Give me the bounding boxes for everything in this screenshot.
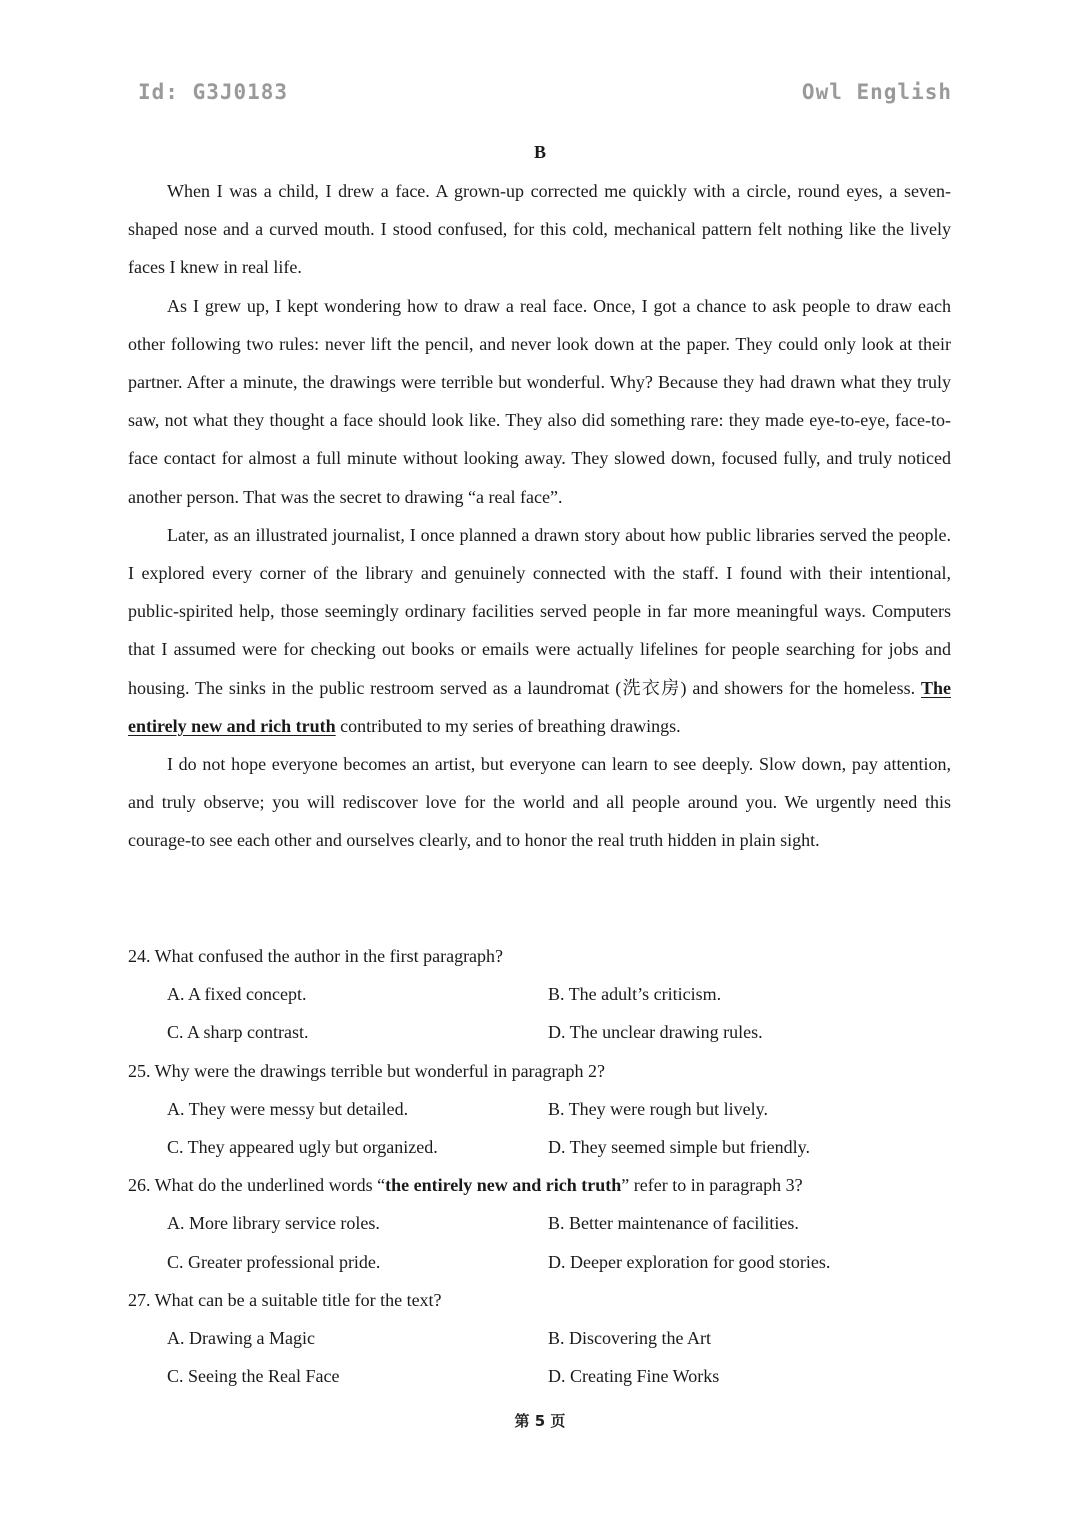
paragraph-3: [128, 516, 951, 745]
option-d: D. Creating Fine Works: [548, 1366, 720, 1387]
option-grid: [128, 1319, 951, 1395]
question-stem-bold-phrase: the entirely new and rich truth: [385, 1175, 622, 1196]
question-stem: 25. Why were the drawings terrible but wonderful in paragraph 2?: [128, 1060, 606, 1081]
question-25: [128, 1052, 951, 1167]
option-d: D. They seemed simple but friendly.: [548, 1137, 810, 1158]
option-a: A. More library service roles.: [167, 1213, 380, 1234]
exam-id-label: Id: G3J0183: [138, 80, 289, 104]
brand-label: Owl English: [801, 80, 952, 104]
page-number: 第 5 页: [514, 1412, 566, 1430]
option-c: C. They appeared ugly but organized.: [167, 1137, 438, 1158]
option-c: C. Greater professional pride.: [167, 1251, 381, 1272]
paragraph-3-text-before: Later, as an illustrated journalist, I once planned a drawn story about how public libraries served the people. I explored every corner of the library and genuinely connected with the staff. I found with their intentional, public-spirited help, those seemingly ordinary facilities served people in far more meaningful ways. Computers that I assumed were for checking out books or emails were actually lifelines for people searching for jobs and housing. The sinks in the public restroom served as a laundromat (洗衣房) and showers for the homeless.: [128, 524, 951, 698]
question-list: [128, 937, 951, 1395]
option-b: B. The adult’s criticism.: [548, 984, 722, 1005]
reading-passage: [128, 172, 951, 860]
paragraph-1: When I was a child, I drew a face. A grown-up corrected me quickly with a circle, round eyes, a seven-shaped nose and a curved mouth. I stood confused, for this cold, mechanical pattern felt nothing like the lively faces I knew in real life.: [128, 181, 951, 278]
option-a: A. Drawing a Magic: [167, 1328, 315, 1349]
paragraph-3-text-after: contributed to my series of breathing drawings.: [335, 715, 681, 736]
option-c: C. A sharp contrast.: [167, 1022, 309, 1043]
section-heading: B: [533, 142, 546, 162]
option-b: B. Discovering the Art: [548, 1328, 711, 1349]
option-grid: [128, 1204, 951, 1280]
option-grid: [128, 1090, 951, 1166]
question-stem: 27. What can be a suitable title for the text?: [128, 1289, 442, 1310]
option-c: C. Seeing the Real Face: [167, 1366, 340, 1387]
option-a: A. They were messy but detailed.: [167, 1098, 409, 1119]
paragraph-2: As I grew up, I kept wondering how to draw a real face. Once, I got a chance to ask people to draw each other following two rules: never lift the pencil, and never look down at the paper. They could only look at their partner. After a minute, the drawings were terrible but wonderful. Why? Because they had drawn what they truly saw, not what they thought a face should look like. They also did something rare: they made eye-to-eye, face-to-face contact for almost a full minute without looking away. They slowed down, focused fully, and truly noticed another person. That was the secret to drawing “a real face”.: [128, 295, 951, 507]
paragraph-4: I do not hope everyone becomes an artist, but everyone can learn to see deeply. Slow down, pay attention, and truly observe; you will rediscover love for the world and all people around you. We urgently need this courage-to see each other and ourselves clearly, and to honor the real truth hidden in plain sight.: [128, 754, 951, 851]
question-stem-after: ” refer to in paragraph 3?: [621, 1175, 803, 1196]
option-d: D. The unclear drawing rules.: [548, 1022, 763, 1043]
question-27: [128, 1281, 951, 1396]
option-a: A. A fixed concept.: [167, 984, 307, 1005]
underlined-phrase: The entirely new and rich truth: [128, 677, 951, 736]
question-24: [128, 937, 951, 1052]
option-b: B. They were rough but lively.: [548, 1098, 768, 1119]
question-stem-before: 26. What do the underlined words “: [128, 1175, 386, 1196]
question-26: [128, 1166, 951, 1281]
option-grid: [128, 975, 951, 1051]
option-b: B. Better maintenance of facilities.: [548, 1213, 799, 1234]
question-stem: [128, 1166, 951, 1204]
question-stem: 24. What confused the author in the first paragraph?: [128, 946, 504, 966]
option-d: D. Deeper exploration for good stories.: [548, 1251, 831, 1272]
